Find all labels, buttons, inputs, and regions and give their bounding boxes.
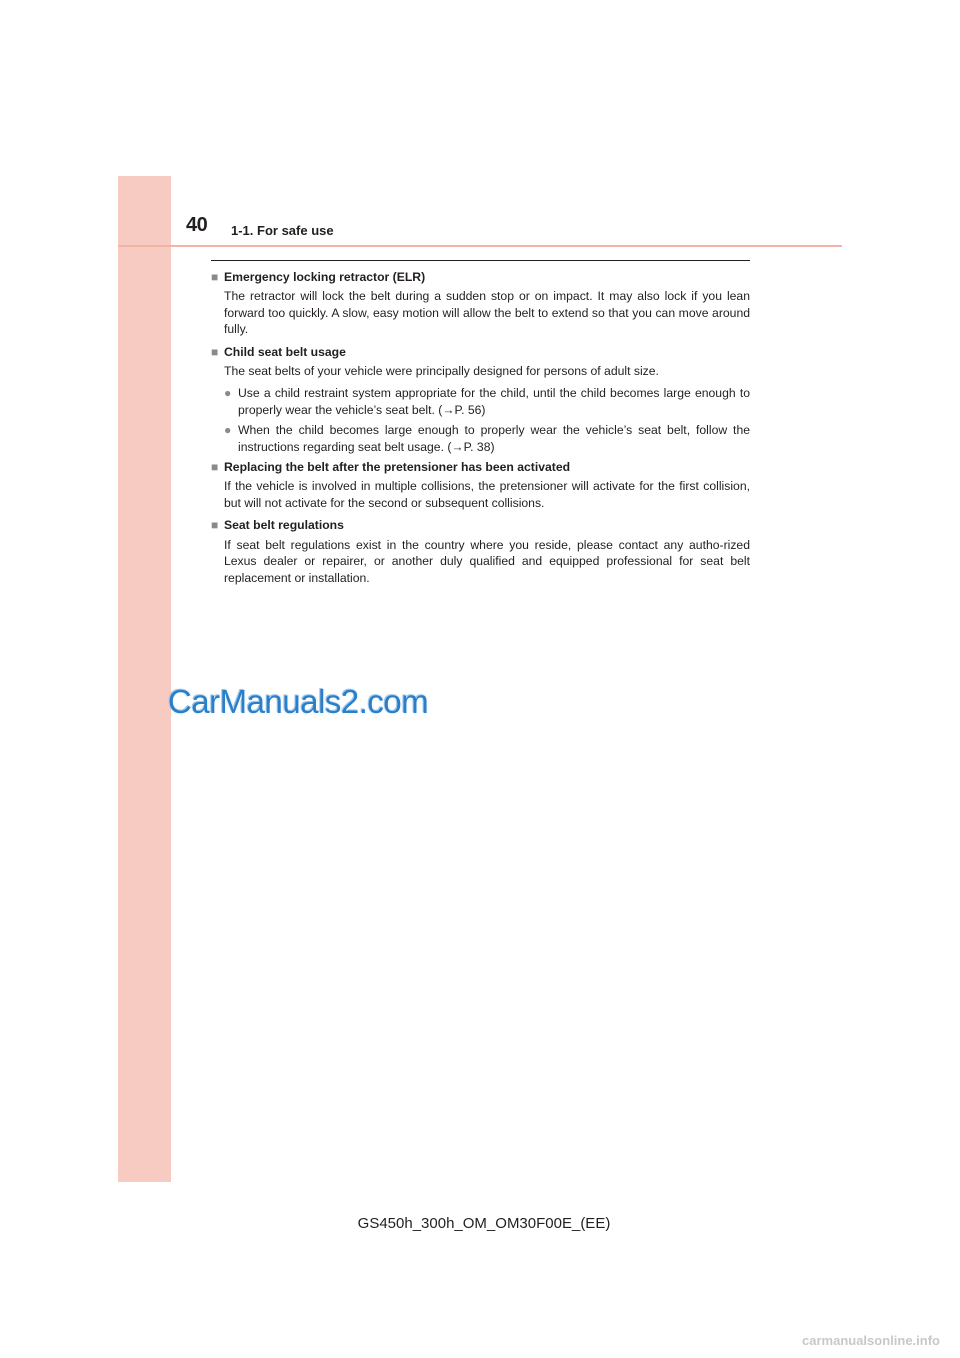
document-code: GS450h_300h_OM_OM30F00E_(EE) (357, 1215, 611, 1232)
circle-bullet-icon: ● (224, 386, 232, 401)
square-bullet-icon: ■ (211, 270, 219, 284)
content-top-rule (211, 260, 750, 261)
section-body: If seat belt regulations exist in the country where you reside, please contact any autho-rized Lexus dealer or repairer, or another duly qualified and equipped professional for seat belt replacement or installation. (224, 537, 750, 585)
section-body: The retractor will lock the belt during a sudden stop or on impact. It may also lock if you lean forward too quickly. A slow, easy motion will allow the belt to extend so that you can move around fully. (224, 289, 750, 337)
section-heading-text: Child seat belt usage (224, 344, 346, 359)
bullet-text: When the child becomes large enough to properly wear the vehicle’s seat belt, follow the instructions regarding seat belt usage. (→P. 38) (238, 423, 750, 454)
page-number: 40 (186, 214, 208, 236)
section-regulations (211, 517, 750, 586)
section-elr (211, 269, 750, 338)
bullet-text: Use a child restraint system appropriate for the child, until the child becomes large enough to properly wear the vehicle’s seat belt. (→P. 56) (238, 386, 750, 417)
section-heading (211, 344, 750, 360)
section-heading (211, 459, 750, 475)
square-bullet-icon: ■ (211, 460, 219, 475)
site-watermark: carmanualsonline.info (802, 1333, 940, 1348)
section-body: The seat belts of your vehicle were principally designed for persons of adult size. (224, 364, 659, 379)
header-rule (118, 245, 842, 247)
section-child-seat-belt (211, 344, 750, 455)
side-color-band (118, 176, 171, 1182)
section-heading-text: Replacing the belt after the pretensioner has been activated (224, 460, 571, 475)
page-content (211, 269, 750, 592)
watermark-logo: CarManuals2.com (168, 683, 429, 720)
bullet-item (224, 385, 750, 418)
section-heading-text: Seat belt regulations (224, 518, 344, 533)
square-bullet-icon: ■ (211, 344, 219, 359)
circle-bullet-icon: ● (224, 423, 232, 438)
section-heading-text: Emergency locking retractor (ELR) (224, 270, 426, 284)
section-title: 1-1. For safe use (231, 223, 334, 238)
section-body: If the vehicle is involved in multiple collisions, the pretensioner will activate for the first collision, but will not activate for the second or subsequent collisions. (224, 479, 750, 510)
section-pretensioner (211, 459, 750, 511)
section-heading (211, 269, 750, 285)
bullet-item (224, 422, 750, 455)
square-bullet-icon: ■ (211, 518, 219, 533)
section-heading (211, 517, 750, 533)
